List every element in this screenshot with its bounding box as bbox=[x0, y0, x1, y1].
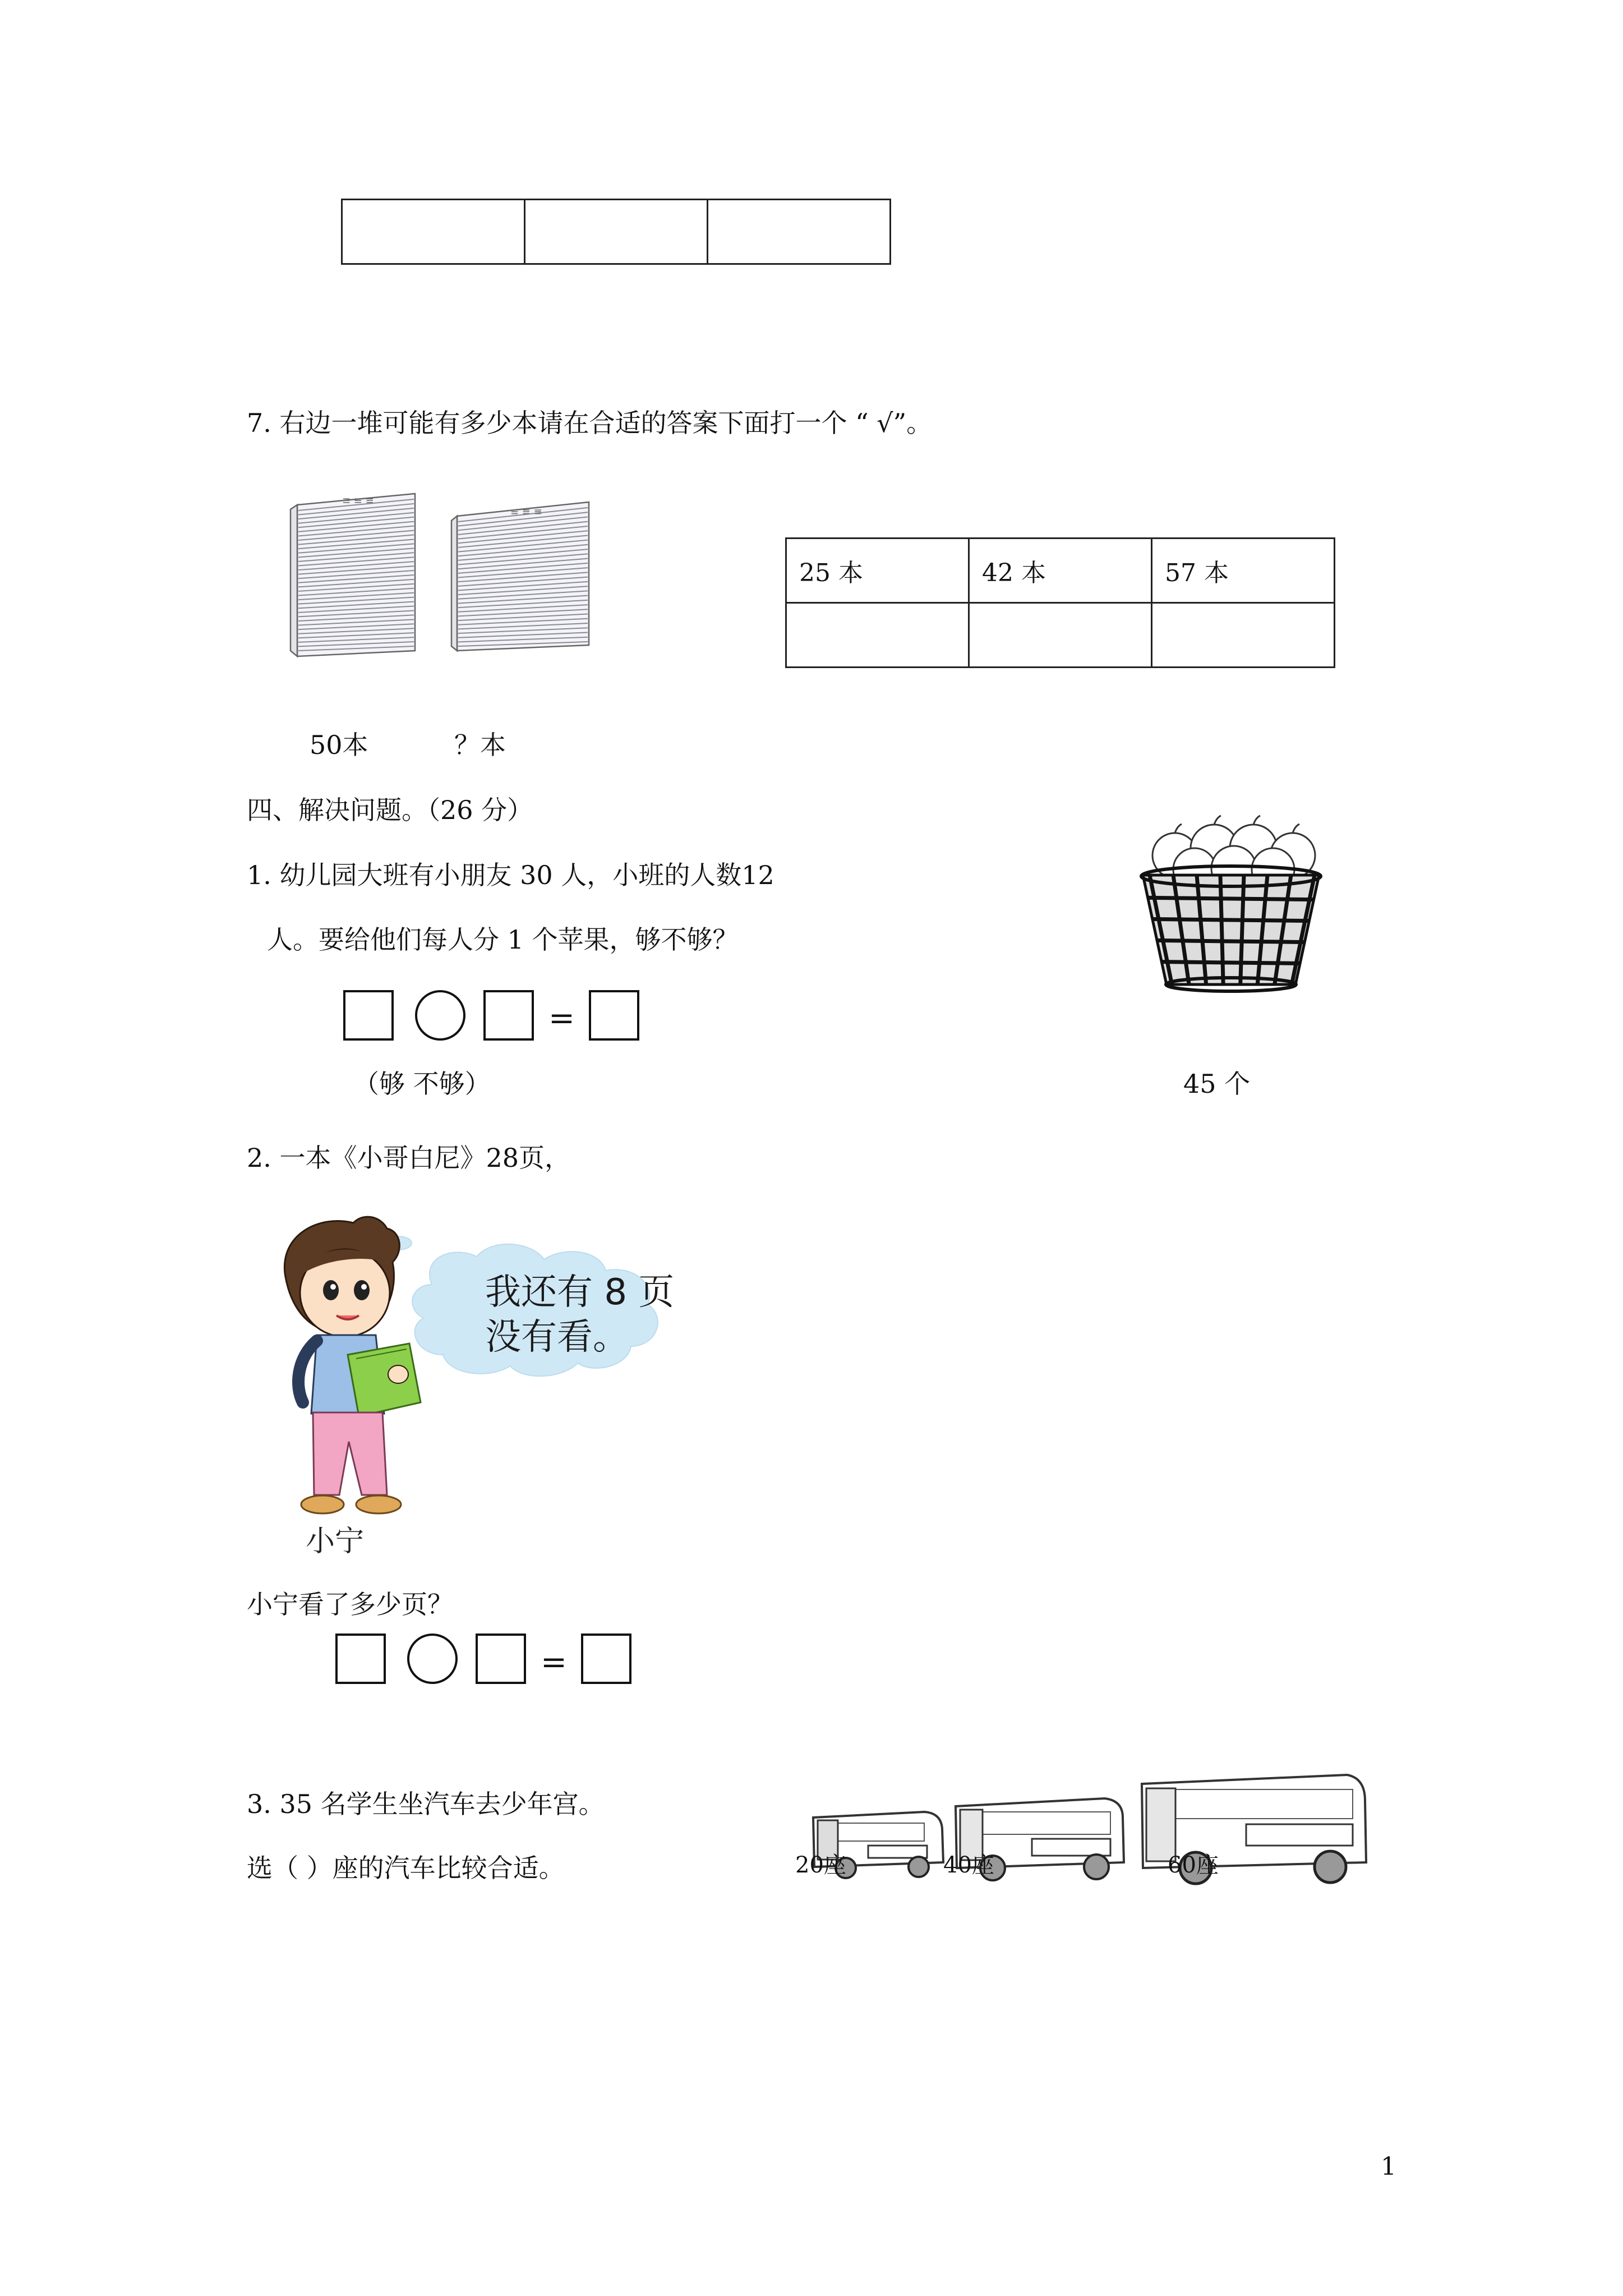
apple-basket-image bbox=[1133, 813, 1329, 999]
child-figure bbox=[284, 1217, 421, 1513]
section-heading: 四、解决问题。（26 分） bbox=[247, 795, 533, 825]
bubble-line1: 我还有 8 页 bbox=[485, 1272, 675, 1313]
child-reading-image bbox=[264, 1212, 751, 1559]
bubble-line2: 没有看。 bbox=[485, 1317, 629, 1358]
p2-line1: 2. 一本《小哥白尼》28页， bbox=[247, 1143, 571, 1173]
p1-line2: 人。要给他们每人分 1 个苹果，够不够？ bbox=[267, 924, 739, 955]
answer-cell-25[interactable] bbox=[786, 603, 969, 668]
answer-cell-42[interactable] bbox=[969, 603, 1152, 668]
p2-answer-box-3[interactable] bbox=[581, 1634, 631, 1684]
top-table-cell[interactable] bbox=[342, 200, 525, 264]
p1-operator-circle[interactable] bbox=[415, 990, 465, 1041]
p2-answer-box-1[interactable] bbox=[335, 1634, 386, 1684]
child-name: 小宁 bbox=[306, 1525, 365, 1558]
book-piles-image bbox=[286, 482, 623, 662]
q7-text: 7. 右边一堆可能有多少本请在合适的答案下面打一个 “ √”。 bbox=[247, 408, 933, 438]
bus-label-60: 60座 bbox=[1168, 1852, 1219, 1878]
option-57: 57 本 bbox=[1152, 539, 1335, 603]
p2-question: 小宁看了多少页？ bbox=[247, 1589, 453, 1619]
svg-text:≡ ≡ ≡: ≡ ≡ ≡ bbox=[342, 495, 374, 507]
q7-options-table bbox=[785, 537, 1335, 668]
p1-answer-box-2[interactable] bbox=[483, 990, 534, 1041]
bus-label-20: 20座 bbox=[795, 1852, 846, 1878]
top-empty-table bbox=[341, 199, 891, 265]
p1-answer-box-3[interactable] bbox=[589, 990, 639, 1041]
p3-line1: 3. 35 名学生坐汽车去少年宫。 bbox=[247, 1789, 605, 1819]
top-table-cell[interactable] bbox=[708, 200, 891, 264]
p1-choice: （够 不够） bbox=[353, 1069, 491, 1099]
bus-label-40: 40座 bbox=[943, 1852, 994, 1878]
answer-cell-57[interactable] bbox=[1152, 603, 1335, 668]
pile-label-unknown: ？本 bbox=[454, 730, 506, 760]
p3-line2: 选（ ）座的汽车比较合适。 bbox=[247, 1853, 565, 1883]
top-table-cell[interactable] bbox=[525, 200, 708, 264]
p2-operator-circle[interactable] bbox=[407, 1634, 458, 1684]
option-25: 25 本 bbox=[786, 539, 969, 603]
basket-label: 45 个 bbox=[1183, 1069, 1251, 1099]
svg-text:≡ ≡ ≡: ≡ ≡ ≡ bbox=[510, 506, 542, 518]
p2-answer-box-2[interactable] bbox=[476, 1634, 526, 1684]
p1-equals-sign: = bbox=[548, 1000, 575, 1037]
p1-answer-box-1[interactable] bbox=[343, 990, 394, 1041]
p1-line1: 1. 幼儿园大班有小朋友 30 人，小班的人数12 bbox=[247, 860, 774, 890]
page-number: 1 bbox=[1381, 2152, 1396, 2181]
option-42: 42 本 bbox=[969, 539, 1152, 603]
p2-equals-sign: = bbox=[541, 1644, 567, 1681]
pile-label-50: 50本 bbox=[310, 730, 368, 760]
